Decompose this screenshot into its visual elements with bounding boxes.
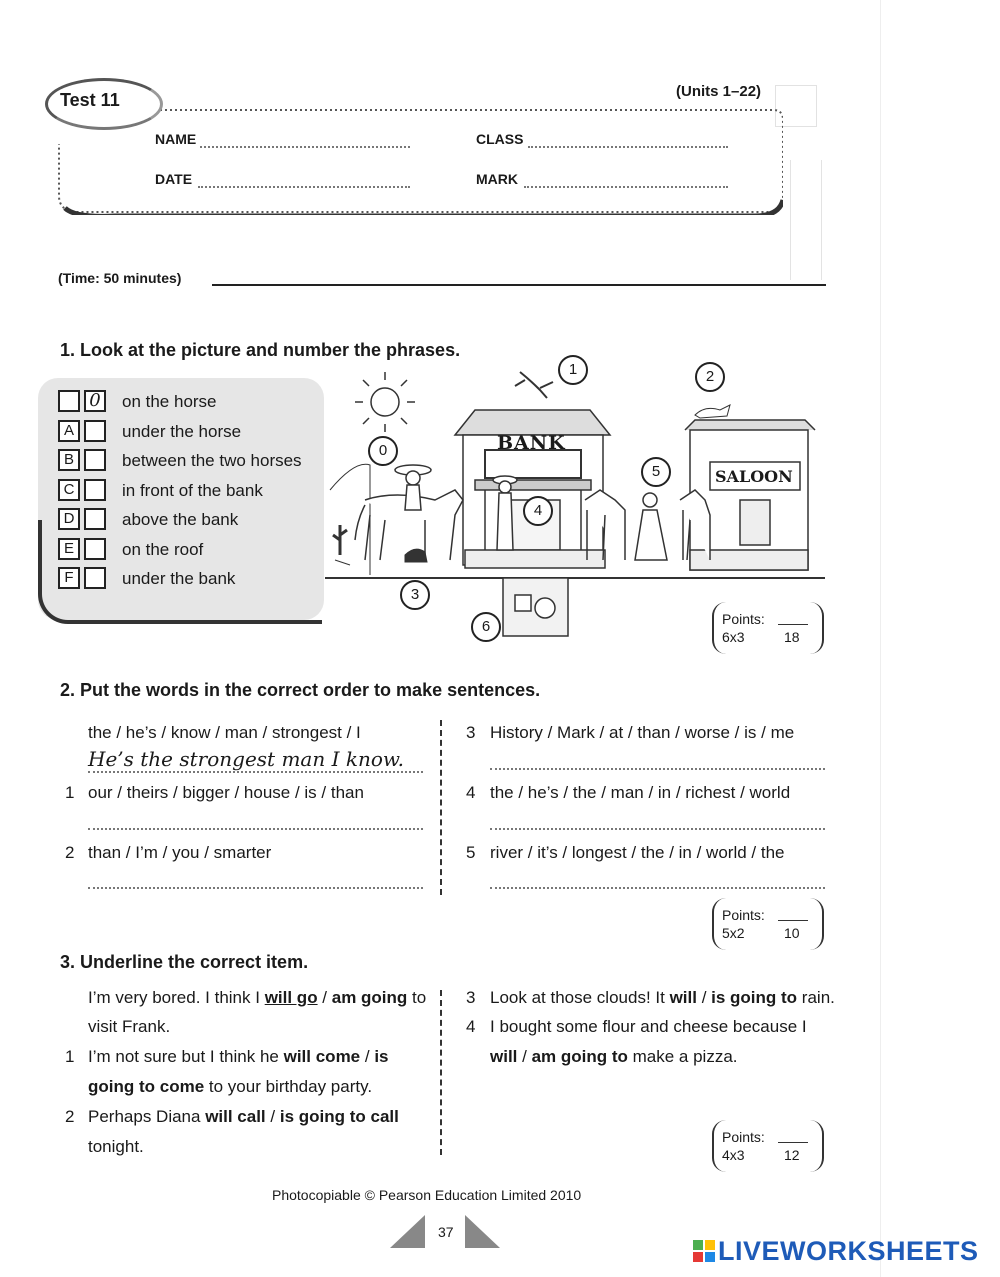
number-marker-6: 6 [471, 612, 501, 642]
option[interactable]: will call [205, 1107, 266, 1126]
vault-under-bank [503, 578, 568, 636]
phrase-item: B between the two horses [58, 449, 318, 479]
answer-box[interactable] [84, 479, 106, 501]
lady-icon [635, 493, 667, 560]
phrase-item: 0 on the horse [58, 390, 318, 420]
sentence-words: than / I’m / you / smarter [88, 843, 272, 862]
sentence-words: the / he’s / the / man / in / richest / world [490, 783, 791, 802]
column-divider [440, 720, 442, 895]
sentence-words: our / theirs / bigger / house / is / than [88, 783, 364, 802]
phrase-item: D above the bank [58, 508, 318, 538]
dog-icon [695, 405, 730, 418]
answer-line[interactable] [88, 828, 423, 830]
answer-box[interactable] [84, 508, 106, 530]
answer-box[interactable] [84, 567, 106, 589]
option[interactable]: is going to [711, 988, 798, 1007]
liveworksheets-brand: LIVEWORKSHEETS [718, 1236, 979, 1266]
sentence-words: river / it’s / longest / the / in / world / the [490, 843, 785, 862]
section1-heading: 1. Look at the picture and number the phrases. [60, 340, 461, 360]
example-answer: He’s the strongest man I know. [88, 747, 404, 771]
number-marker-5: 5 [641, 457, 671, 487]
phrase-list [58, 390, 318, 597]
units-range: (Units 1–22) [676, 83, 762, 100]
option[interactable]: will [490, 1047, 518, 1066]
example-words: the / he’s / know / man / strongest / I [88, 723, 361, 742]
time-rule [212, 284, 826, 286]
number-marker-2: 2 [695, 362, 725, 392]
answer-box[interactable] [84, 449, 106, 471]
phrase-item: E on the roof [58, 538, 318, 568]
bird-icon [515, 372, 553, 398]
example-sentence: I’m very bored. I think I will go / am going to [88, 988, 427, 1007]
phrase-item: C in front of the bank [58, 479, 318, 509]
class-label: CLASS [476, 131, 524, 147]
option[interactable]: will come [283, 1047, 361, 1066]
sun-icon [355, 372, 415, 432]
section2-heading: 2. Put the words in the correct order to make sentences. [60, 680, 541, 700]
option[interactable]: is [374, 1047, 389, 1066]
name-field[interactable] [200, 146, 410, 148]
copyright: Photocopiable © Pearson Education Limited 2010 [272, 1187, 582, 1203]
option[interactable]: will [669, 988, 697, 1007]
test-title: Test 11 [60, 90, 120, 110]
answer-line[interactable] [490, 768, 825, 770]
phrase-item: F under the bank [58, 567, 318, 597]
date-label: DATE [155, 171, 193, 187]
question-3: Look at those clouds! It will / is going to rain. [490, 988, 835, 1007]
answer-box[interactable] [84, 538, 106, 560]
answer-box[interactable] [84, 420, 106, 442]
number-marker-0: 0 [368, 436, 398, 466]
question-2: Perhaps Diana will call / is going to call [88, 1107, 399, 1126]
sentence-words: History / Mark / at / than / worse / is / me [490, 723, 795, 742]
number-marker-1: 1 [558, 355, 588, 385]
number-marker-4: 4 [523, 496, 553, 526]
points-box-3: Points: 4x3 12 [712, 1120, 824, 1172]
answer-line[interactable] [490, 828, 825, 830]
option[interactable]: going to come [88, 1077, 205, 1096]
option[interactable]: am going [331, 988, 408, 1007]
liveworksheets-logo-icon [693, 1240, 715, 1262]
saloon-sign: SALOON [715, 467, 793, 486]
dog-under-horse-icon [405, 549, 427, 562]
points-box-2: Points: 5x2 10 [712, 898, 824, 950]
bank-sign: BANK [497, 432, 566, 454]
time-label: (Time: 50 minutes) [58, 270, 182, 286]
points-box-1: Points: 6x3 18 [712, 602, 824, 654]
phrase-item: A under the horse [58, 420, 318, 450]
option[interactable]: will go [264, 988, 318, 1007]
answer-line[interactable] [88, 887, 423, 889]
number-marker-3: 3 [400, 580, 430, 610]
column-divider [440, 990, 442, 1155]
mark-label: MARK [476, 171, 518, 187]
page-number: 37 [438, 1224, 454, 1240]
option[interactable]: is going to call [279, 1107, 399, 1126]
answer-box[interactable]: 0 [84, 390, 106, 412]
name-label: NAME [155, 131, 197, 147]
class-field[interactable] [528, 146, 728, 148]
section3-heading: 3. Underline the correct item. [60, 952, 309, 972]
question-1: I’m not sure but I think he will come / is [88, 1047, 389, 1066]
cactus-icon [333, 525, 347, 555]
answer-line[interactable] [490, 887, 825, 889]
mark-field[interactable] [524, 186, 728, 188]
date-field[interactable] [198, 186, 410, 188]
option[interactable]: am going to [531, 1047, 628, 1066]
question-4: I bought some flour and cheese because I [490, 1017, 807, 1036]
